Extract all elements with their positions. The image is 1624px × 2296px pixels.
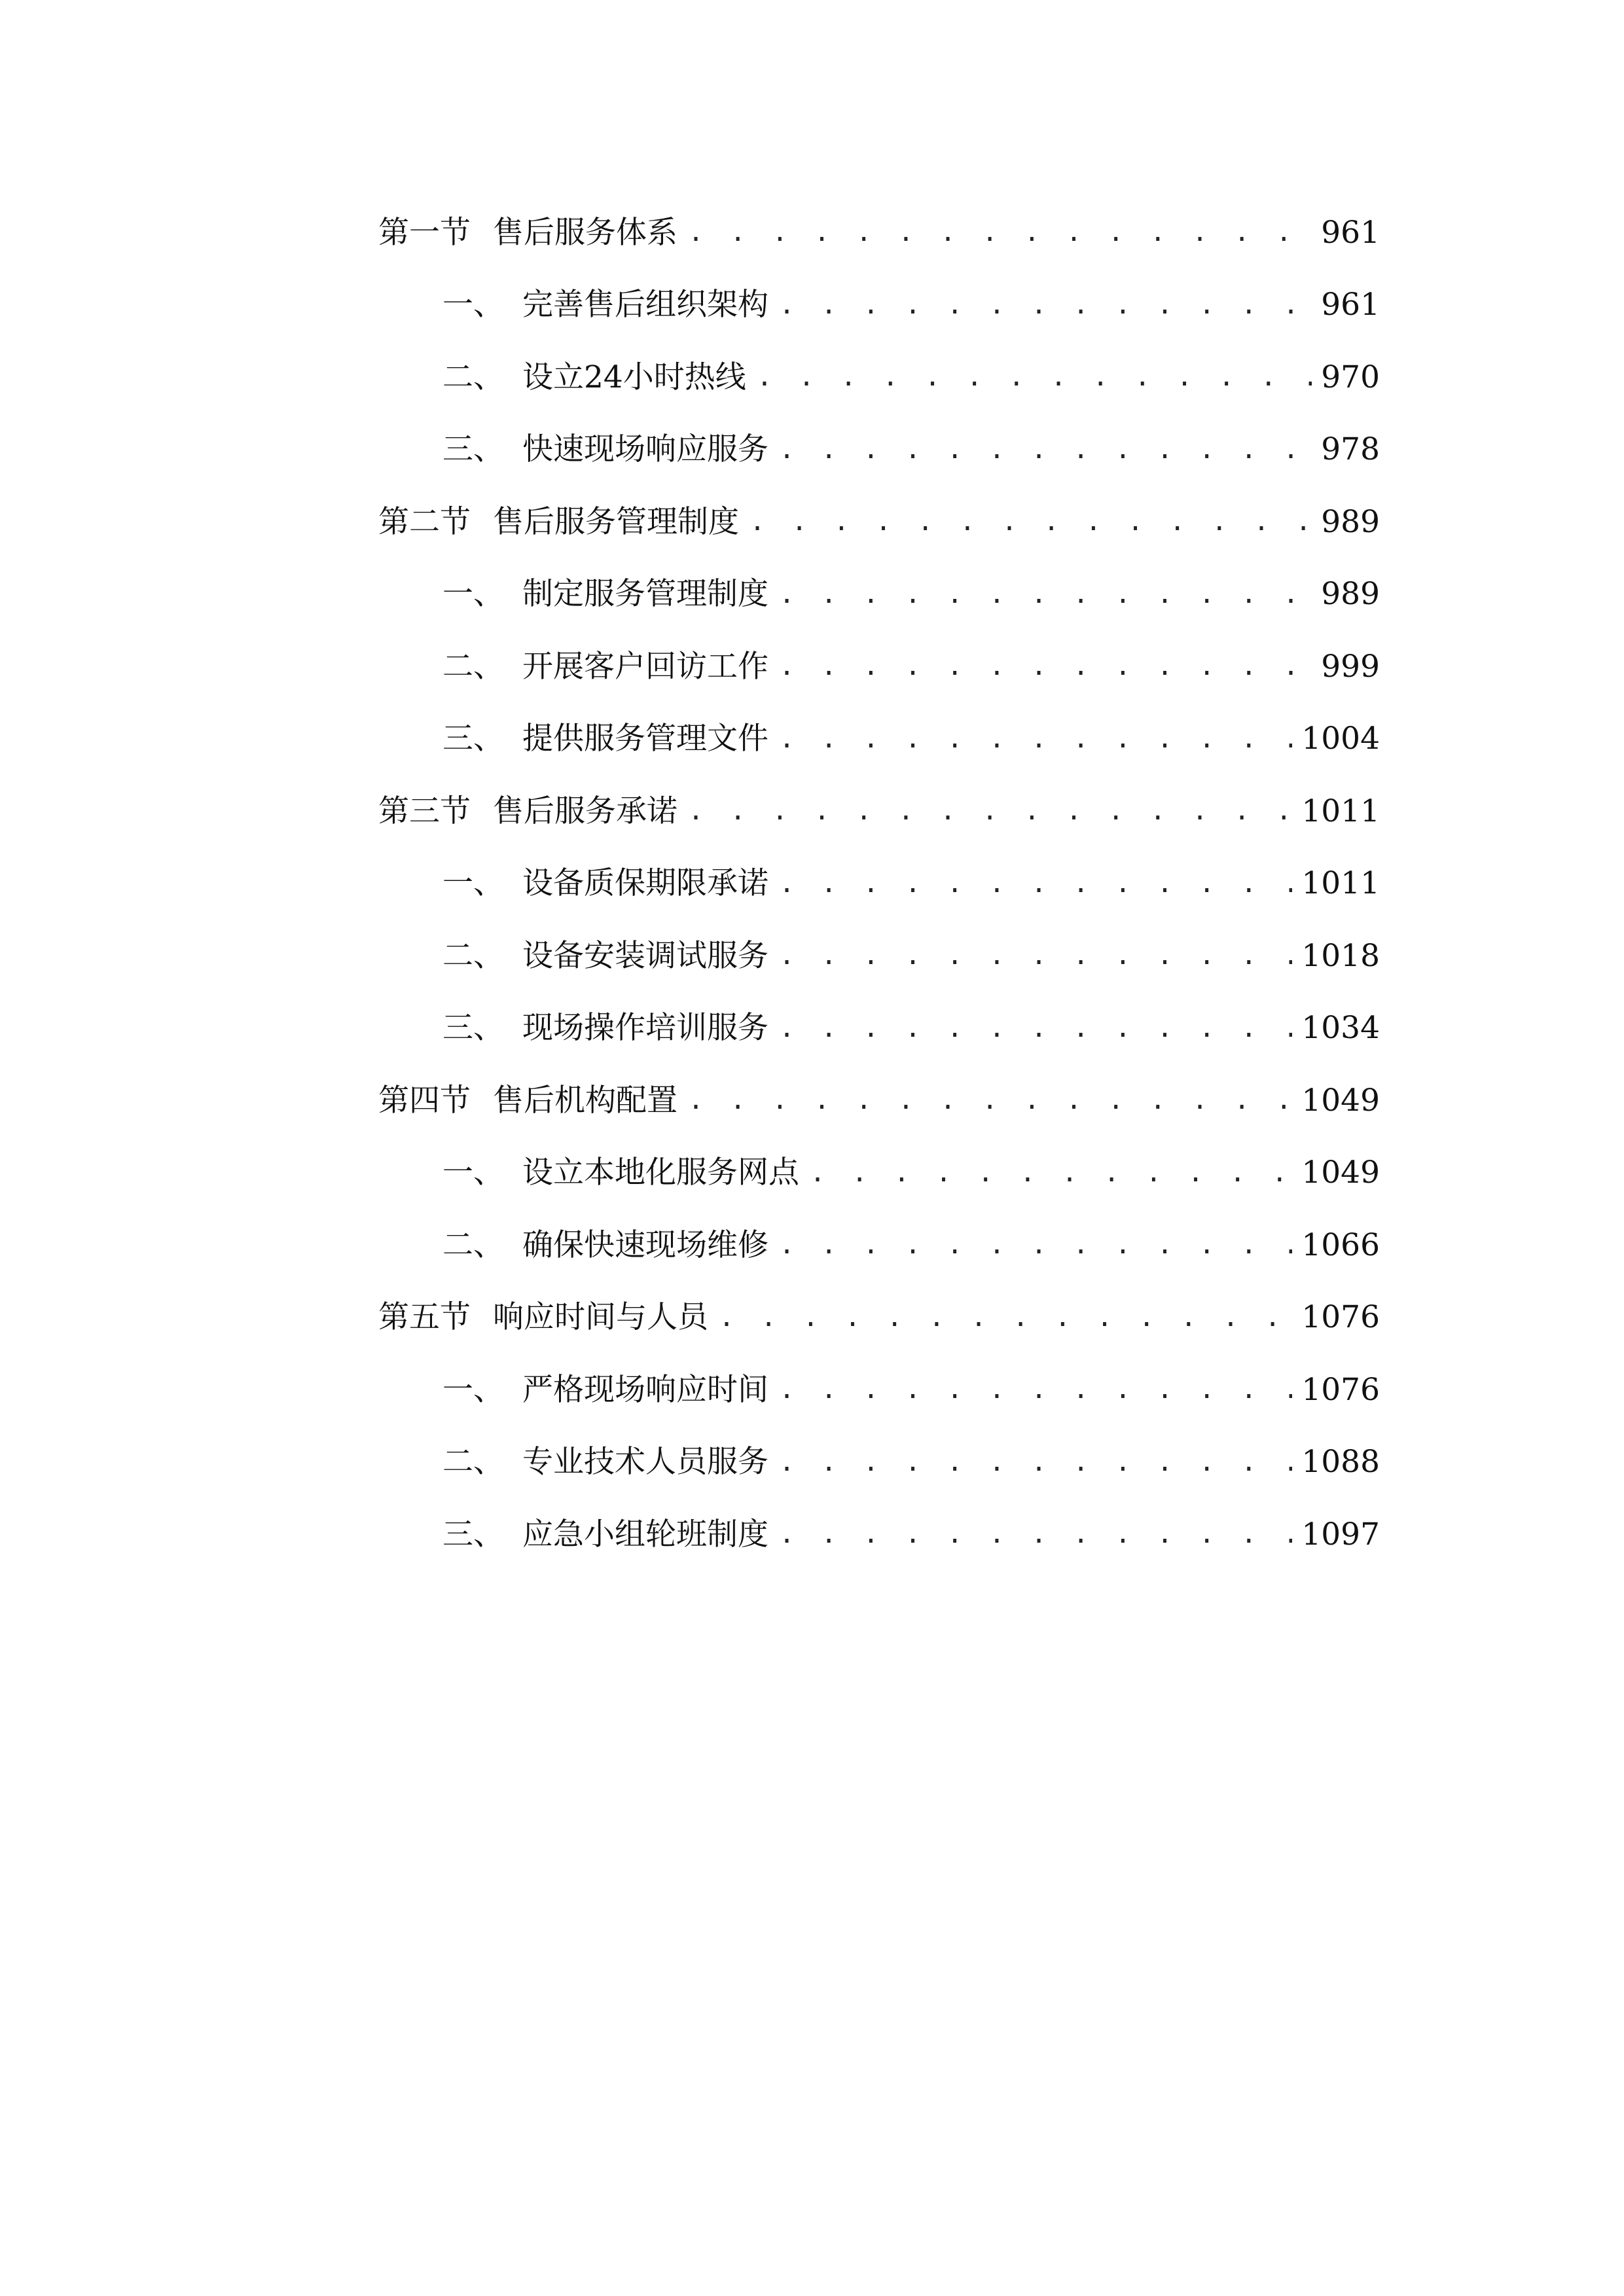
toc-entry-title: 快速现场响应服务 [522,431,768,468]
toc-dot-leader [779,653,1312,679]
toc-subsection-entry[interactable] [378,703,1380,776]
toc-dot-leader [779,1449,1292,1475]
toc-item-marker: 二、 [442,359,504,395]
toc-page-number: 961 [1321,287,1380,323]
toc-entry-label [442,1227,768,1263]
toc-entry-label [378,1082,677,1119]
toc-subsection-entry[interactable] [378,558,1380,631]
toc-entry-label [442,721,768,757]
toc-item-marker: 三、 [442,431,504,468]
toc-item-marker: 一、 [442,287,504,323]
toc-dot-leader [779,1232,1292,1258]
toc-section-number: 第三节 [378,793,471,829]
toc-subsection-entry[interactable] [378,630,1380,703]
toc-entry-label [442,1444,768,1480]
toc-dot-leader [779,1376,1292,1403]
toc-entry-label [442,431,768,468]
toc-page-number: 1011 [1301,865,1380,902]
toc-dot-leader [757,364,1312,390]
toc-subsection-entry[interactable] [378,1498,1380,1571]
toc-section-entry[interactable] [378,1282,1380,1354]
toc-section-entry[interactable] [378,775,1380,848]
toc-entry-title: 售后服务体系 [493,214,677,251]
toc-entry-title: 设备质保期限承诺 [522,865,768,902]
toc-entry-label [442,359,746,395]
toc-section-entry[interactable] [378,196,1380,269]
toc-page-number: 989 [1321,576,1380,613]
toc-entry-title: 应急小组轮班制度 [522,1516,768,1552]
toc-entry-label [442,648,768,685]
toc-entry-label [442,1516,768,1552]
toc-item-marker: 一、 [442,1155,504,1191]
toc-entry-title: 完善售后组织架构 [522,287,768,323]
toc-subsection-entry[interactable] [378,269,1380,342]
toc-entry-title: 现场操作培训服务 [522,1010,768,1047]
toc-dot-leader [688,798,1292,824]
toc-entry-title: 开展客户回访工作 [522,648,768,685]
toc-subsection-entry[interactable] [378,992,1380,1065]
toc-dot-leader [779,437,1312,463]
toc-entry-label [442,937,768,974]
toc-section-number: 第二节 [378,503,471,540]
toc-page-number: 1004 [1301,721,1380,757]
toc-section-entry[interactable] [378,1064,1380,1137]
toc-page-number: 1076 [1301,1371,1380,1408]
toc-dot-leader [719,1304,1292,1331]
toc-item-marker: 一、 [442,576,504,613]
toc-page-number: 1049 [1301,1082,1380,1119]
toc-dot-leader [688,1087,1292,1113]
toc-entry-label [378,1299,708,1336]
toc-subsection-entry[interactable] [378,414,1380,486]
toc-dot-leader [810,1160,1292,1186]
toc-item-marker: 二、 [442,1227,504,1263]
toc-section-number: 第一节 [378,214,471,251]
toc-subsection-entry[interactable] [378,1137,1380,1210]
toc-dot-leader [779,1521,1292,1547]
toc-dot-leader [688,219,1312,245]
toc-entry-label [442,1010,768,1047]
toc-item-marker: 二、 [442,1444,504,1480]
toc-page-number: 978 [1321,431,1380,468]
toc-page-number: 1088 [1301,1444,1380,1480]
toc-item-marker: 三、 [442,721,504,757]
toc-item-marker: 二、 [442,937,504,974]
toc-item-marker: 三、 [442,1010,504,1047]
toc-section-number: 第五节 [378,1299,471,1336]
toc-page-number: 999 [1321,648,1380,685]
toc-item-marker: 二、 [442,648,504,685]
toc-item-marker: 一、 [442,865,504,902]
toc-dot-leader [779,292,1312,318]
toc-page-number: 1076 [1301,1299,1380,1336]
toc-dot-leader [779,726,1292,752]
toc-entry-label [378,214,677,251]
toc-subsection-entry[interactable] [378,1354,1380,1426]
toc-entry-title: 售后机构配置 [493,1082,677,1119]
toc-dot-leader [749,509,1312,535]
toc-entry-title: 制定服务管理制度 [522,576,768,613]
toc-dot-leader [779,581,1312,607]
toc-dot-leader [779,870,1292,897]
toc-entry-title: 设立本地化服务网点 [522,1155,799,1191]
toc-entry-title: 设立24小时热线 [522,359,746,395]
toc-page-number: 1011 [1301,793,1380,829]
toc-entry-label [442,287,768,323]
toc-entry-title: 售后服务管理制度 [493,503,739,540]
toc-page-number: 989 [1321,503,1380,540]
toc-entry-title: 确保快速现场维修 [522,1227,768,1263]
toc-entry-title: 设备安装调试服务 [522,937,768,974]
toc-dot-leader [779,942,1292,969]
toc-subsection-entry[interactable] [378,341,1380,414]
toc-entry-label [378,793,677,829]
toc-entry-label [442,576,768,613]
toc-entry-title: 提供服务管理文件 [522,721,768,757]
toc-subsection-entry[interactable] [378,1209,1380,1282]
toc-page-number: 1034 [1301,1010,1380,1047]
toc-subsection-entry[interactable] [378,848,1380,920]
toc-entry-label [378,503,739,540]
toc-item-marker: 三、 [442,1516,504,1552]
toc-page-number: 961 [1321,214,1380,251]
toc-entry-title: 售后服务承诺 [493,793,677,829]
toc-entry-title: 专业技术人员服务 [522,1444,768,1480]
toc-subsection-entry[interactable] [378,920,1380,992]
toc-section-number: 第四节 [378,1082,471,1119]
toc-entry-label [442,865,768,902]
toc-item-marker: 一、 [442,1371,504,1408]
toc-entry-label [442,1155,799,1191]
toc-entry-title: 严格现场响应时间 [522,1371,768,1408]
toc-page-number: 1049 [1301,1155,1380,1191]
toc-page-number: 1066 [1301,1227,1380,1263]
toc-page-number: 1018 [1301,937,1380,974]
table-of-contents [378,196,1380,1571]
toc-dot-leader [779,1015,1292,1041]
toc-section-entry[interactable] [378,486,1380,558]
toc-entry-label [442,1371,768,1408]
toc-subsection-entry[interactable] [378,1426,1380,1499]
toc-entry-title: 响应时间与人员 [493,1299,708,1336]
toc-page-number: 1097 [1301,1516,1380,1552]
toc-page-number: 970 [1321,359,1380,395]
